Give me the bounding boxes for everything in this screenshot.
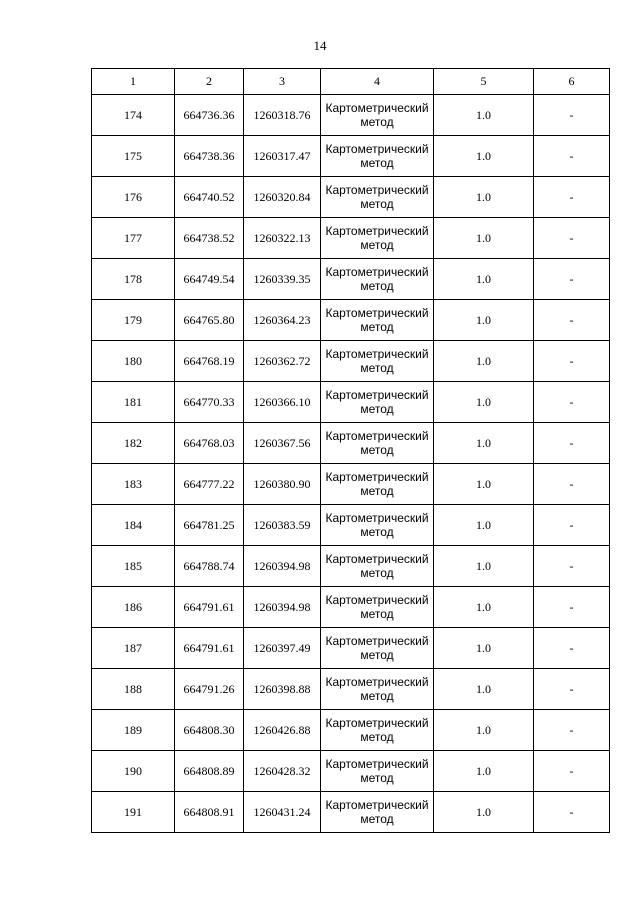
note-cell: -	[534, 669, 610, 710]
method-text-line1: Картометрический	[325, 265, 429, 279]
x-coordinate-cell: 664736.36	[175, 95, 244, 136]
point-number-cell: 185	[92, 546, 175, 587]
method-text-line2: метод	[360, 648, 394, 662]
method-text-line1: Картометрический	[325, 552, 429, 566]
accuracy-cell: 1.0	[434, 177, 534, 218]
table-row	[92, 136, 610, 177]
method-cell	[321, 341, 434, 382]
point-number-cell: 175	[92, 136, 175, 177]
x-coordinate-cell: 664791.26	[175, 669, 244, 710]
method-text-line1: Картометрический	[325, 798, 429, 812]
method-cell	[321, 136, 434, 177]
point-number-cell: 182	[92, 423, 175, 464]
table-row	[92, 710, 610, 751]
method-cell	[321, 587, 434, 628]
method-text-line1: Картометрический	[325, 757, 429, 771]
table-body	[92, 95, 610, 833]
table-row	[92, 218, 610, 259]
y-coordinate-cell: 1260394.98	[244, 546, 321, 587]
method-text-line1: Картометрический	[325, 511, 429, 525]
note-cell: -	[534, 505, 610, 546]
method-cell	[321, 792, 434, 833]
accuracy-cell: 1.0	[434, 259, 534, 300]
y-coordinate-cell: 1260380.90	[244, 464, 321, 505]
accuracy-cell: 1.0	[434, 341, 534, 382]
column-header-3: 3	[244, 69, 321, 95]
y-coordinate-cell: 1260317.47	[244, 136, 321, 177]
method-text-line1: Картометрический	[325, 675, 429, 689]
table-row	[92, 669, 610, 710]
method-cell	[321, 177, 434, 218]
column-header-5: 5	[434, 69, 534, 95]
method-text-line1: Картометрический	[325, 388, 429, 402]
point-number-cell: 176	[92, 177, 175, 218]
accuracy-cell: 1.0	[434, 464, 534, 505]
table-row	[92, 300, 610, 341]
note-cell: -	[534, 136, 610, 177]
table-row	[92, 259, 610, 300]
point-number-cell: 178	[92, 259, 175, 300]
accuracy-cell: 1.0	[434, 95, 534, 136]
x-coordinate-cell: 664738.36	[175, 136, 244, 177]
method-cell	[321, 751, 434, 792]
column-header-6: 6	[534, 69, 610, 95]
accuracy-cell: 1.0	[434, 587, 534, 628]
point-number-cell: 189	[92, 710, 175, 751]
method-cell	[321, 669, 434, 710]
accuracy-cell: 1.0	[434, 300, 534, 341]
method-text-line2: метод	[360, 812, 394, 826]
y-coordinate-cell: 1260318.76	[244, 95, 321, 136]
x-coordinate-cell: 664770.33	[175, 382, 244, 423]
y-coordinate-cell: 1260364.23	[244, 300, 321, 341]
method-text-line1: Картометрический	[325, 634, 429, 648]
accuracy-cell: 1.0	[434, 628, 534, 669]
method-cell	[321, 218, 434, 259]
accuracy-cell: 1.0	[434, 423, 534, 464]
method-text-line1: Картометрический	[325, 306, 429, 320]
point-number-cell: 190	[92, 751, 175, 792]
y-coordinate-cell: 1260366.10	[244, 382, 321, 423]
note-cell: -	[534, 792, 610, 833]
method-cell	[321, 505, 434, 546]
accuracy-cell: 1.0	[434, 710, 534, 751]
x-coordinate-cell: 664768.19	[175, 341, 244, 382]
note-cell: -	[534, 259, 610, 300]
table-row	[92, 341, 610, 382]
y-coordinate-cell: 1260397.49	[244, 628, 321, 669]
note-cell: -	[534, 546, 610, 587]
note-cell: -	[534, 628, 610, 669]
method-cell	[321, 382, 434, 423]
accuracy-cell: 1.0	[434, 669, 534, 710]
method-text-line1: Картометрический	[325, 101, 429, 115]
method-text-line2: метод	[360, 115, 394, 129]
y-coordinate-cell: 1260383.59	[244, 505, 321, 546]
page-number: 14	[313, 38, 327, 53]
method-text-line2: метод	[360, 197, 394, 211]
table-row	[92, 628, 610, 669]
y-coordinate-cell: 1260394.98	[244, 587, 321, 628]
y-coordinate-cell: 1260362.72	[244, 341, 321, 382]
table-row	[92, 751, 610, 792]
x-coordinate-cell: 664788.74	[175, 546, 244, 587]
method-cell	[321, 546, 434, 587]
y-coordinate-cell: 1260322.13	[244, 218, 321, 259]
method-cell	[321, 300, 434, 341]
x-coordinate-cell: 664777.22	[175, 464, 244, 505]
method-text-line2: метод	[360, 402, 394, 416]
point-number-cell: 191	[92, 792, 175, 833]
column-header-1: 1	[92, 69, 175, 95]
method-cell	[321, 95, 434, 136]
column-header-2: 2	[175, 69, 244, 95]
point-number-cell: 179	[92, 300, 175, 341]
accuracy-cell: 1.0	[434, 546, 534, 587]
point-number-cell: 186	[92, 587, 175, 628]
method-cell	[321, 464, 434, 505]
point-number-cell: 183	[92, 464, 175, 505]
method-text-line2: метод	[360, 566, 394, 580]
method-text-line1: Картометрический	[325, 429, 429, 443]
y-coordinate-cell: 1260428.32	[244, 751, 321, 792]
method-cell	[321, 423, 434, 464]
method-text-line2: метод	[360, 607, 394, 621]
y-coordinate-cell: 1260431.24	[244, 792, 321, 833]
y-coordinate-cell: 1260339.35	[244, 259, 321, 300]
accuracy-cell: 1.0	[434, 382, 534, 423]
method-text-line1: Картометрический	[325, 716, 429, 730]
accuracy-cell: 1.0	[434, 136, 534, 177]
method-text-line2: метод	[360, 730, 394, 744]
x-coordinate-cell: 664791.61	[175, 587, 244, 628]
column-header-4: 4	[321, 69, 434, 95]
note-cell: -	[534, 95, 610, 136]
accuracy-cell: 1.0	[434, 218, 534, 259]
method-cell	[321, 710, 434, 751]
y-coordinate-cell: 1260320.84	[244, 177, 321, 218]
note-cell: -	[534, 382, 610, 423]
method-text-line2: метод	[360, 320, 394, 334]
y-coordinate-cell: 1260426.88	[244, 710, 321, 751]
x-coordinate-cell: 664765.80	[175, 300, 244, 341]
method-cell	[321, 259, 434, 300]
method-text-line1: Картометрический	[325, 593, 429, 607]
method-text-line2: метод	[360, 484, 394, 498]
table-row	[92, 792, 610, 833]
x-coordinate-cell: 664738.52	[175, 218, 244, 259]
y-coordinate-cell: 1260398.88	[244, 669, 321, 710]
method-text-line2: метод	[360, 279, 394, 293]
note-cell: -	[534, 751, 610, 792]
y-coordinate-cell: 1260367.56	[244, 423, 321, 464]
x-coordinate-cell: 664791.61	[175, 628, 244, 669]
method-text-line2: метод	[360, 771, 394, 785]
x-coordinate-cell: 664808.30	[175, 710, 244, 751]
point-number-cell: 174	[92, 95, 175, 136]
note-cell: -	[534, 177, 610, 218]
method-text-line2: метод	[360, 689, 394, 703]
table-header-row	[92, 69, 610, 95]
x-coordinate-cell: 664781.25	[175, 505, 244, 546]
point-number-cell: 181	[92, 382, 175, 423]
method-text-line2: метод	[360, 238, 394, 252]
method-text-line2: метод	[360, 443, 394, 457]
note-cell: -	[534, 587, 610, 628]
x-coordinate-cell: 664768.03	[175, 423, 244, 464]
x-coordinate-cell: 664808.91	[175, 792, 244, 833]
point-number-cell: 177	[92, 218, 175, 259]
method-cell	[321, 628, 434, 669]
table-row	[92, 505, 610, 546]
accuracy-cell: 1.0	[434, 505, 534, 546]
point-number-cell: 187	[92, 628, 175, 669]
x-coordinate-cell: 664808.89	[175, 751, 244, 792]
method-text-line1: Картометрический	[325, 142, 429, 156]
coordinates-table	[91, 68, 610, 833]
note-cell: -	[534, 423, 610, 464]
table-row	[92, 464, 610, 505]
point-number-cell: 184	[92, 505, 175, 546]
method-text-line1: Картометрический	[325, 183, 429, 197]
note-cell: -	[534, 464, 610, 505]
note-cell: -	[534, 341, 610, 382]
method-text-line1: Картометрический	[325, 470, 429, 484]
table-row	[92, 95, 610, 136]
method-text-line2: метод	[360, 525, 394, 539]
note-cell: -	[534, 710, 610, 751]
table-row	[92, 587, 610, 628]
note-cell: -	[534, 218, 610, 259]
point-number-cell: 180	[92, 341, 175, 382]
point-number-cell: 188	[92, 669, 175, 710]
table-row	[92, 423, 610, 464]
method-text-line2: метод	[360, 361, 394, 375]
x-coordinate-cell: 664740.52	[175, 177, 244, 218]
accuracy-cell: 1.0	[434, 792, 534, 833]
accuracy-cell: 1.0	[434, 751, 534, 792]
method-text-line2: метод	[360, 156, 394, 170]
table-row	[92, 382, 610, 423]
table-row	[92, 546, 610, 587]
table-row	[92, 177, 610, 218]
method-text-line1: Картометрический	[325, 347, 429, 361]
method-text-line1: Картометрический	[325, 224, 429, 238]
note-cell: -	[534, 300, 610, 341]
x-coordinate-cell: 664749.54	[175, 259, 244, 300]
